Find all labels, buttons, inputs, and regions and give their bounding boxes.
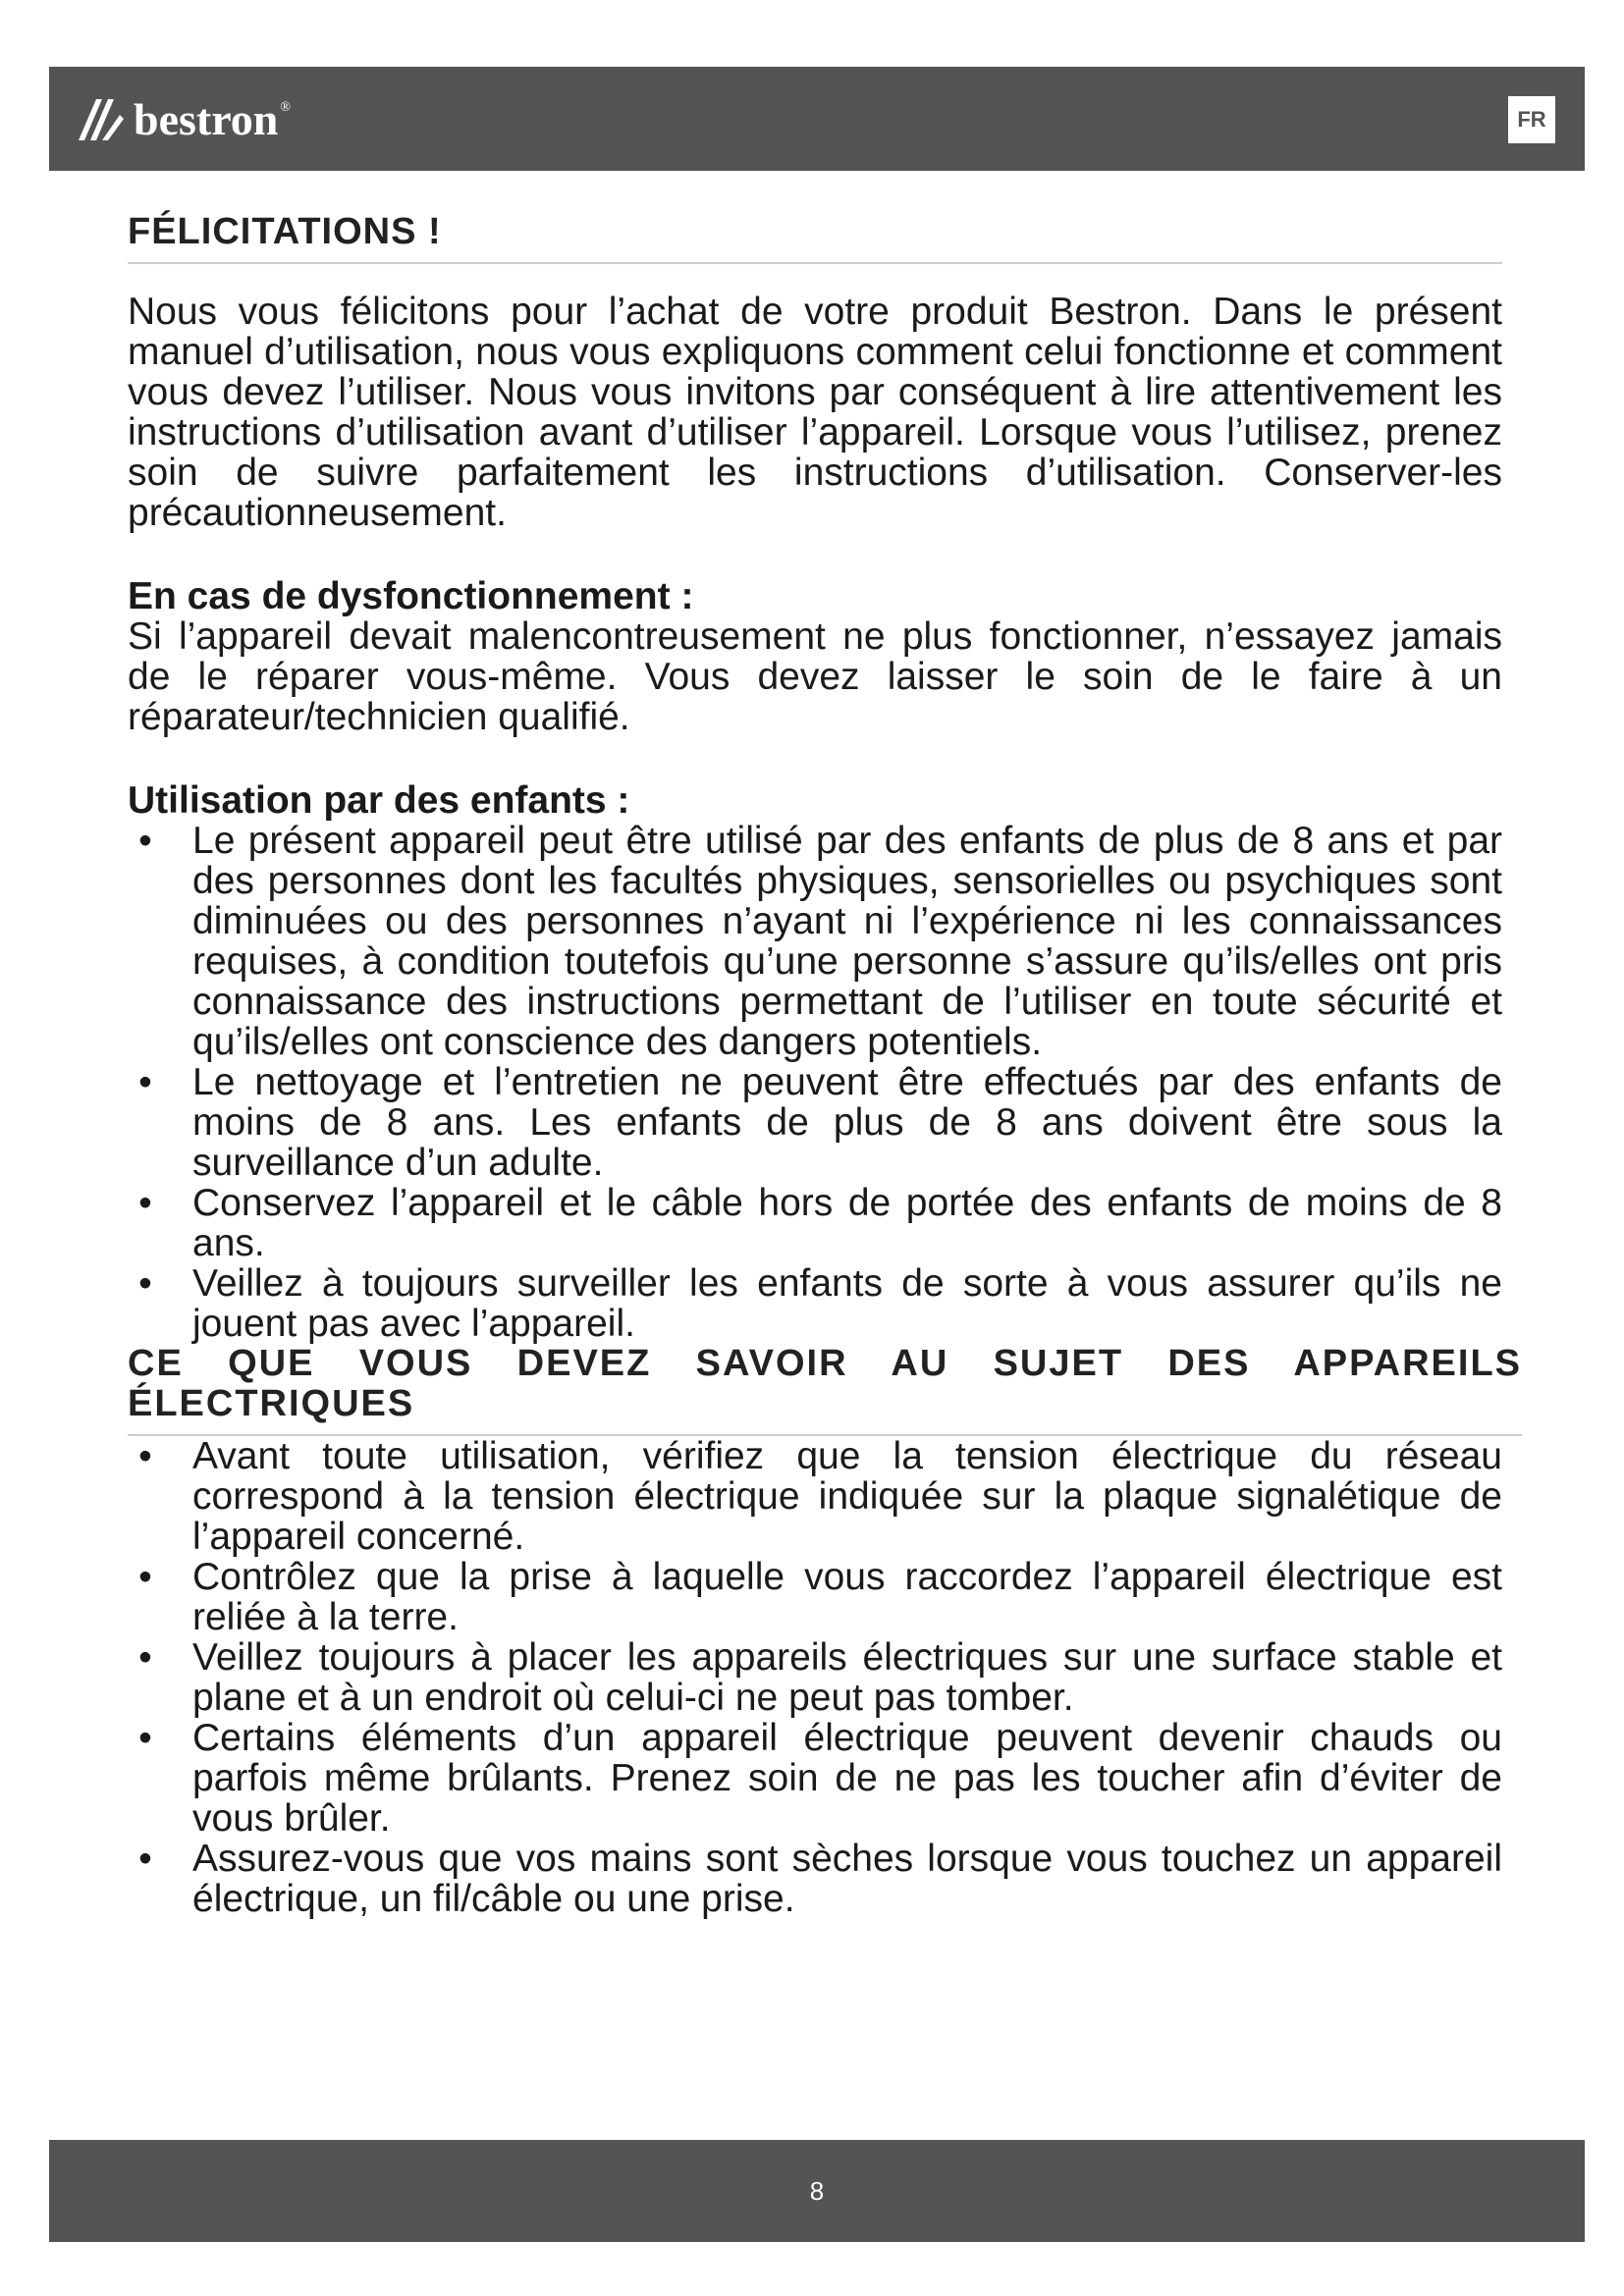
bullet-icon: •: [138, 1838, 152, 1880]
malfunction-heading: En cas de dysfonctionnement :: [128, 575, 694, 617]
list-item: • Le présent appareil peut être utilisé par des enfants de plus de 8 ans et par des personnes dont les facultés physiques, sensorielles ou psychiques sont diminuées ou des personnes n’ayant ni l’expérience ni les connaissances requises, à condition toutefois qu’une personne s’assure qu’ils/elles ont pris connaissance des instructions permettant de l’utiliser en toute sécurité et qu’ils/elles ont conscience des dangers potentiels.: [128, 821, 1502, 1062]
bullet-icon: •: [138, 820, 152, 862]
list-item: • Veillez toujours à placer les appareils électriques sur une surface stable et plane et à un endroit où celui-ci ne peut pas tomber.: [128, 1637, 1502, 1718]
page-number: 8: [809, 2175, 825, 2206]
section-title-electrical: CE QUE VOUS DEVEZ SAVOIR AU SUJET DES APPAREILS ÉLECTRIQUES: [128, 1344, 1522, 1436]
bullet-icon: •: [138, 1556, 152, 1598]
brand-logo: [77, 90, 291, 149]
bullet-icon: •: [138, 1061, 152, 1103]
chevron-logo-icon: [77, 97, 126, 142]
malfunction-paragraph: Si l’appareil devait malencontreusement ne plus fonctionner, n’essayez jamais de le réparer vous-même. Vous devez laisser le soin de le faire à un réparateur/technicien qualifié.: [128, 615, 1502, 738]
children-list: [128, 821, 1502, 1344]
bullet-icon: •: [138, 1636, 152, 1679]
footer-bar: [49, 2140, 1585, 2242]
list-item: • Assurez-vous que vos mains sont sèches lorsque vous touchez un appareil électrique, un fil/câble ou une prise.: [128, 1839, 1502, 1919]
bullet-icon: •: [138, 1435, 152, 1477]
brand-name: bestron ®: [134, 94, 292, 144]
section-title-congratulations: FÉLICITATIONS !: [128, 212, 1502, 264]
bullet-icon: •: [138, 1262, 152, 1305]
bullet-icon: •: [138, 1717, 152, 1759]
bullet-icon: •: [138, 1182, 152, 1224]
header-bar: [49, 67, 1585, 171]
list-item: • Conservez l’appareil et le câble hors de portée des enfants de moins de 8 ans.: [128, 1183, 1502, 1263]
children-heading: Utilisation par des enfants :: [128, 779, 630, 822]
list-item: • Veillez à toujours surveiller les enfants de sorte à vous assurer qu’ils ne jouent pas avec l’appareil.: [128, 1263, 1502, 1344]
list-item: • Contrôlez que la prise à laquelle vous raccordez l’appareil électrique est reliée à la terre.: [128, 1557, 1502, 1637]
intro-paragraph: Nous vous félicitons pour l’achat de votre produit Bestron. Dans le présent manuel d’utilisation, nous vous expliquons comment celui fonctionne et comment vous devez l’utiliser. Nous vous invitons par conséquent à lire attentivement les instructions d’utilisation avant d’utiliser l’appareil. Lorsque vous l’utilisez, prenez soin de suivre parfaitement les instructions d’utilisation. Conserver-les précautionneusement.: [128, 291, 1502, 534]
language-badge: FR: [1508, 96, 1555, 143]
list-item: • Avant toute utilisation, vérifiez que la tension électrique du réseau correspond à la tension électrique indiquée sur la plaque signalétique de l’appareil concerné.: [128, 1436, 1502, 1557]
electrical-list: [128, 1436, 1502, 1919]
list-item: • Certains éléments d’un appareil électrique peuvent devenir chauds ou parfois même brûlants. Prenez soin de ne pas les toucher afin d’éviter de vous brûler.: [128, 1718, 1502, 1839]
list-item: • Le nettoyage et l’entretien ne peuvent être effectués par des enfants de moins de 8 ans. Les enfants de plus de 8 ans doivent être sous la surveillance d’un adulte.: [128, 1062, 1502, 1183]
page-content: [128, 211, 1522, 1920]
